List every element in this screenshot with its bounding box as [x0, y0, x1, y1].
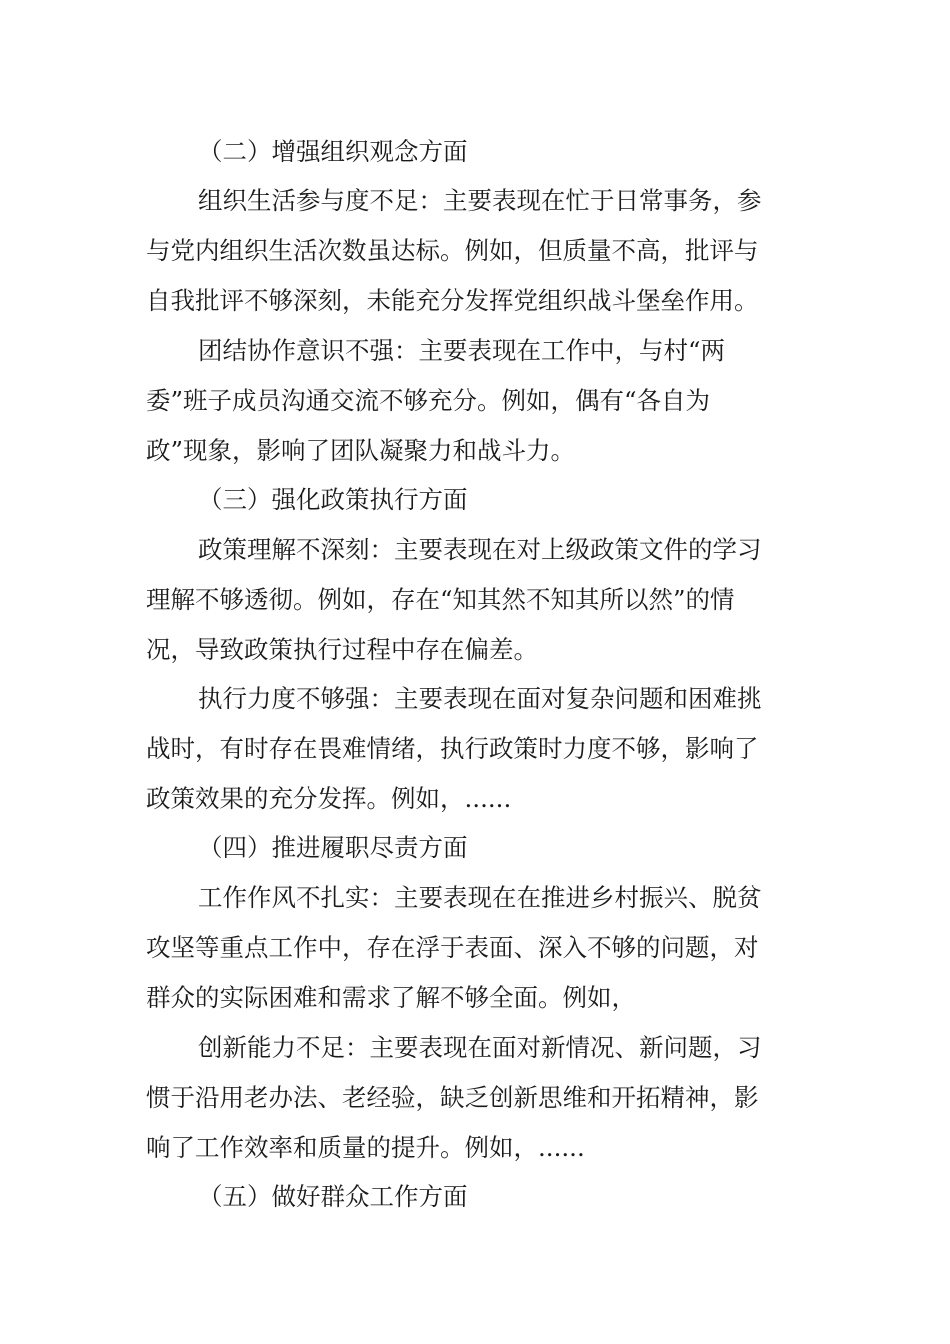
section-heading-2: （二）增强组织观念方面	[198, 137, 468, 166]
paragraph-line: 政策效果的充分发挥。例如，......	[146, 784, 512, 813]
paragraph-line: 执行力度不够强：主要表现在面对复杂问题和困难挑	[198, 684, 762, 713]
paragraph-line: 工作作风不扎实：主要表现在在推进乡村振兴、脱贫	[198, 883, 762, 912]
paragraph-line: 创新能力不足：主要表现在面对新情况、新问题，习	[198, 1033, 762, 1062]
paragraph-line: 委”班子成员沟通交流不够充分。例如，偶有“各自为	[146, 386, 711, 415]
paragraph-line: 攻坚等重点工作中，存在浮于表面、深入不够的问题，对	[146, 933, 759, 962]
paragraph-line: 团结协作意识不强：主要表现在工作中，与村“两	[198, 336, 726, 365]
paragraph-line: 自我批评不够深刻，未能充分发挥党组织战斗堡垒作用。	[146, 286, 759, 315]
paragraph-line: 群众的实际困难和需求了解不够全面。例如，	[146, 983, 636, 1012]
paragraph-line: 政策理解不深刻：主要表现在对上级政策文件的学习	[198, 535, 762, 564]
paragraph-line: 政”现象，影响了团队凝聚力和战斗力。	[146, 436, 576, 465]
paragraph-line: 响了工作效率和质量的提升。例如，......	[146, 1133, 585, 1162]
section-heading-3: （三）强化政策执行方面	[198, 485, 468, 514]
section-heading-4: （四）推进履职尽责方面	[198, 833, 468, 862]
section-heading-5: （五）做好群众工作方面	[198, 1182, 468, 1211]
paragraph-line: 战时，有时存在畏难情绪，执行政策时力度不够，影响了	[146, 734, 759, 763]
paragraph-line: 与党内组织生活次数虽达标。例如，但质量不高，批评与	[146, 236, 759, 265]
paragraph-line: 况，导致政策执行过程中存在偏差。	[146, 635, 538, 664]
paragraph-line: 组织生活参与度不足：主要表现在忙于日常事务，参	[198, 186, 762, 215]
paragraph-line: 惯于沿用老办法、老经验，缺乏创新思维和开拓精神，影	[146, 1083, 759, 1112]
paragraph-line: 理解不够透彻。例如，存在“知其然不知其所以然”的情	[146, 585, 735, 614]
